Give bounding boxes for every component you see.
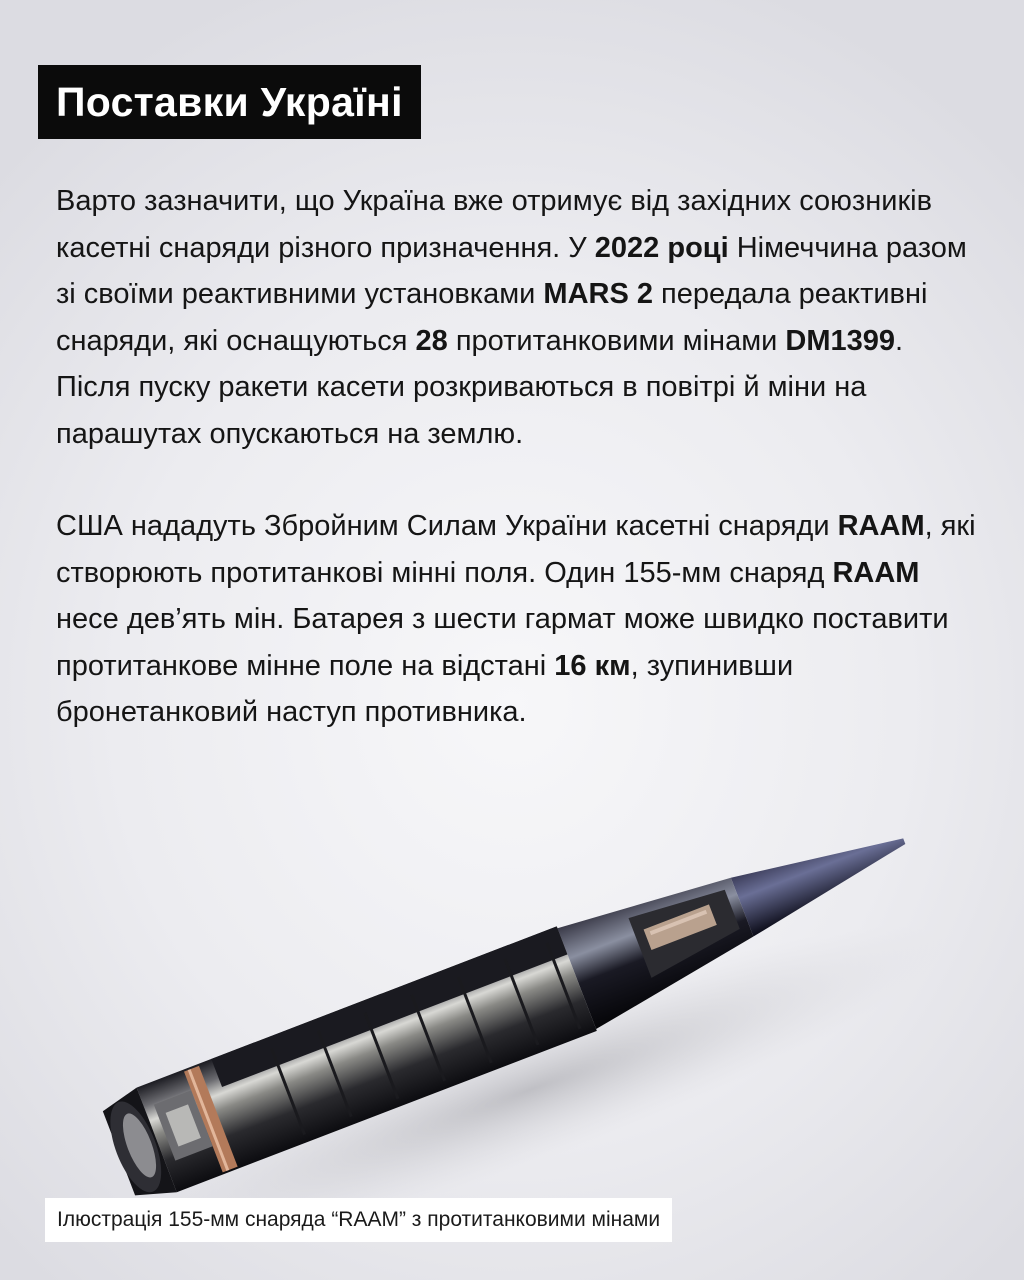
highlight-mars2: MARS 2 [543,278,653,310]
paragraph-text: несе дев’ять мін. Батарея з шести гармат може швидко поставити протитанкове мінне поле на відстані [56,603,949,682]
paragraph-usa [56,503,976,736]
paragraph-text: , зупинивши бронетанковий наступ противника. [56,649,794,728]
highlight-dm1399: DM1399 [785,324,896,357]
article-body [56,178,976,736]
paragraph-text: Варто зазначити, що Україна вже отримує від західних союзників касетні снаряди різного призначення. У [56,185,932,264]
highlight-raam: RAAM [832,556,920,589]
caption-box [45,1198,672,1242]
raam-shell-illustration [60,790,960,1210]
paragraph-text: передала реактивні снаряди, які оснащуються [56,278,928,357]
title-banner [38,65,421,139]
paragraph-text: . Після пуску ракети касети розкриваються в повітрі й міни на парашутах опускаються на землю. [56,324,904,450]
figure-caption: Ілюстрація 155-мм снаряда “RAAM” з протитанковими мінами [57,1208,661,1231]
highlight-raam: RAAM [837,510,925,542]
paragraph-germany [56,178,976,457]
highlight-year: 2022 році [594,231,729,264]
highlight-distance: 16 км [554,649,631,682]
paragraph-text: протитанковими мінами [447,324,786,357]
highlight-mine-count: 28 [415,324,448,357]
paragraph-text: , які створюють протитанкові мінні поля. Один 155-мм снаряд [56,510,976,589]
paragraph-text: Німеччина разом зі своїми реактивними установками [56,231,967,310]
paragraph-text: США нададуть Збройним Силам України касетні снаряди [56,510,838,542]
page-title: Поставки Україні [56,78,403,125]
